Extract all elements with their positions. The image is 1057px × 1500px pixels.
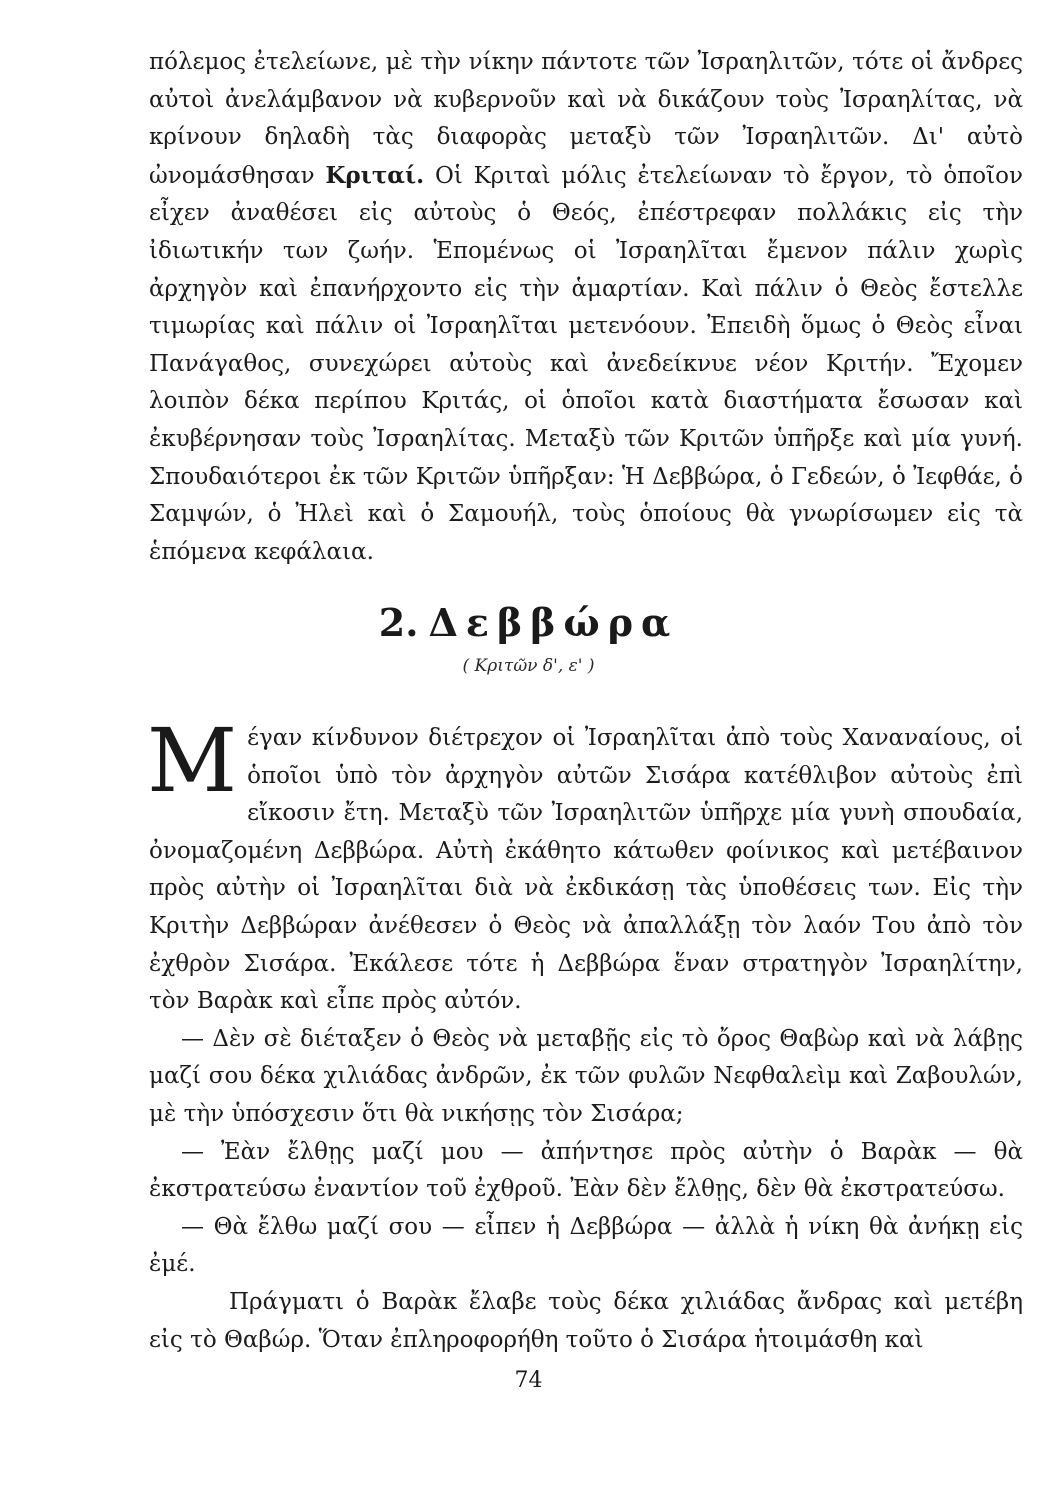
chapter-reference: ( Κριτῶν δ', ε' ) <box>462 656 595 676</box>
intro-text-part-1: πόλεμος ἐτελείωνε, μὲ τὴν νίκην πάντοτε τῶν Ἰσραηλιτῶν, τότε οἱ ἄνδρες αὐτοὶ ἀνελάμβανον νὰ κυβερνοῦν καὶ νὰ δικάζουν τοὺς Ἰσραηλίτας, νὰ κρίνουν δηλαδὴ τὰς διαφορὰς μεταξὺ τῶν Ἰσραηλιτῶν. Δι' αὐτὸ ὠνομάσθησαν <box>149 49 1023 189</box>
drop-cap-letter: Μ <box>147 709 238 812</box>
intro-text-part-2: Οἱ Κριταὶ μόλις ἐτελείωναν τὸ ἔργον, τὸ ὁποῖον εἶχεν ἀναθέσει εἰς αὐτοὺς ὁ Θεός, ἐπέστρεφαν πολλάκις εἰς τὴν ἰδιωτικήν των ζωήν. Ἑπομένως οἱ Ἰσραηλῖται ἔμενον πάλιν χωρὶς ἀρχηγὸν καὶ ἐπανήρχοντο εἰς τὴν ἁμαρτίαν. Καὶ πάλιν ὁ Θεὸς ἔστελλε τιμωρίας καὶ πάλιν οἱ Ἰσραηλῖται μετενόουν. Ἐπειδὴ ὅμως ὁ Θεὸς εἶναι Πανάγαθος, συνεχώρει αὐτοὺς καὶ ἀνεδείκνυε νέον Κριτήν. Ἔχομεν λοιπὸν δέκα περίπου Κριτάς, οἱ ὁποῖοι κατὰ διαστήματα ἔσωσαν καὶ ἐκυβέρνησαν τοὺς Ἰσραηλίτας. Μεταξὺ τῶν Κριτῶν ὑπῆρξε καὶ μία γυνή. Σπουδαιότεροι ἐκ τῶν Κριτῶν ὑπῆρξαν: Ἡ Δεββώρα, ὁ Γεδεών, ὁ Ἰεφθάε, ὁ Σαμψών, ὁ Ἠλεὶ καὶ ὁ Σαμουήλ, τοὺς ὁποίους θὰ γνωρίσωμεν εἰς τὰ ἑπόμενα κεφάλαια. <box>149 162 1023 565</box>
dialogue-line-1: — Δὲν σὲ διέταξεν ὁ Θεὸς νὰ μεταβῇς εἰς τὸ ὄρος Θαβὼρ καὶ νὰ λάβῃς μαζί σου δέκα χιλιάδας ἀνδρῶν, ἐκ τῶν φυλῶν Νεφθαλεὶμ καὶ Ζαβουλών, μὲ τὴν ὑπόσχεσιν ὅτι θὰ νικήσῃς τὸν Σισάρα; <box>149 1025 1023 1127</box>
intro-paragraph <box>149 44 1023 571</box>
bold-term-kritai: Κριταί. <box>325 161 425 189</box>
page-number: 74 <box>514 1368 543 1393</box>
dialogue-line-2: — Ἐὰν ἔλθῃς μαζί μου — ἀπήντησε πρὸς αὐτὴν ὁ Βαρὰκ — θὰ ἐκστρατεύσω ἐναντίον τοῦ ἐχθροῦ. Ἐὰν δὲν ἔλθῃς, δὲν θὰ ἐκστρατεύσω. <box>149 1138 1023 1203</box>
first-paragraph-text: έγαν κίνδυνον διέτρεχον οἱ Ἰσραηλῖται ἀπὸ τοὺς Χαναναίους, οἱ ὁποῖοι ὑπὸ τὸν ἀρχηγὸν αὐτῶν Σισάρα κατέθλιβον αὐτοὺς ἐπὶ εἴκοσιν ἔτη. Μεταξὺ τῶν Ἰσραηλιτῶν ὑπῆρχε μία γυνὴ σπουδαία, ὀνομαζομένη Δεββώρα. Αὐτὴ ἐκάθητο κάτωθεν φοίνικος καὶ μετέβαινον πρὸς αὐτὴν οἱ Ἰσραηλῖται διὰ νὰ ἐκδικάσῃ τὰς ὑποθέσεις των. Εἰς τὴν Κριτὴν Δεββώραν ἀνέθεσεν ὁ Θεὸς νὰ ἀπαλλάξῃ τὸν λαόν Του ἀπὸ τὸν ἐχθρὸν Σισάρα. Ἐκάλεσε τότε ἡ Δεββώρα ἕναν στρατηγὸν Ἰσραηλίτην, τὸν Βαρὰκ καὶ εἶπε πρὸς αὐτόν. <box>149 725 1023 1015</box>
chapter-title-text: Δεββώρα <box>428 600 679 645</box>
chapter-title <box>0 600 1057 645</box>
first-paragraph <box>147 709 1023 1021</box>
chapter-body <box>147 709 1023 1359</box>
last-paragraph: Πράγματι ὁ Βαρὰκ ἔλαβε τοὺς δέκα χιλιάδας ἄνδρας καὶ μετέβη εἰς τὸ Θαβώρ. Ὅταν ἐπληροφορήθη τοῦτο ὁ Σισάρα ἡτοιμάσθη καὶ <box>149 1288 1023 1353</box>
chapter-number: 2. <box>378 600 419 645</box>
dialogue-line-3: — Θὰ ἔλθω μαζί σου — εἶπεν ἡ Δεββώρα — ἀλλὰ ἡ νίκη θὰ ἀνήκῃ εἰς ἐμέ. <box>149 1213 1023 1278</box>
